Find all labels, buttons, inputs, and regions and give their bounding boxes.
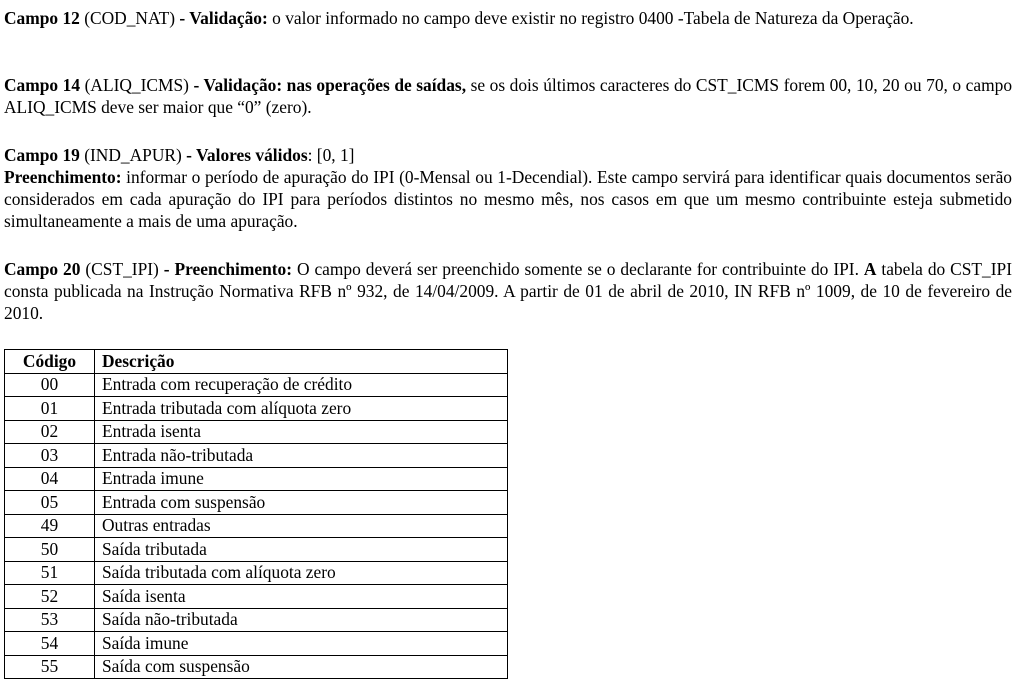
- cell-descricao: Entrada imune: [95, 467, 508, 491]
- table-row: [5, 655, 508, 679]
- campo-20-text: O campo deverá ser preenchido somente se o declarante for contribuinte do IPI.: [292, 259, 864, 279]
- header-codigo: Código: [5, 350, 95, 374]
- cell-codigo: 49: [5, 514, 95, 538]
- table-row: [5, 373, 508, 397]
- campo-14-dash: -: [193, 75, 204, 95]
- cell-descricao: Outras entradas: [95, 514, 508, 538]
- campo-14-text: se os dois últimos caracteres do CST_ICMS forem 00, 10, 20 ou 70, o campo ALIQ_ICMS deve ser maior que “0” (zero).: [4, 75, 1013, 117]
- table-row: [5, 585, 508, 609]
- cell-descricao: Entrada não-tributada: [95, 444, 508, 468]
- campo-14-label: Campo 14: [4, 75, 81, 95]
- cell-codigo: 50: [5, 538, 95, 562]
- campo-12-text: o valor informado no campo deve existir no registro 0400 -Tabela de Natureza da Operação.: [267, 8, 914, 28]
- table-row: [5, 514, 508, 538]
- campo-12-label: Campo 12: [4, 8, 80, 28]
- cell-codigo: 02: [5, 420, 95, 444]
- campo-19-paragraph: [4, 144, 1012, 232]
- cell-codigo: 55: [5, 655, 95, 679]
- cell-descricao: Entrada isenta: [95, 420, 508, 444]
- cell-descricao: Entrada tributada com alíquota zero: [95, 397, 508, 421]
- cell-codigo: 05: [5, 491, 95, 515]
- campo-12-rule-label: Validação:: [189, 8, 268, 28]
- table-row: [5, 420, 508, 444]
- cell-descricao: Saída tributada com alíquota zero: [95, 561, 508, 585]
- table-row: [5, 608, 508, 632]
- cell-descricao: Saída tributada: [95, 538, 508, 562]
- campo-14-field: (ALIQ_ICMS): [80, 75, 194, 95]
- cell-codigo: 54: [5, 632, 95, 656]
- campo-20-label: Campo 20: [4, 259, 81, 279]
- campo-20-text-2: tabela do CST_IPI consta publicada na Instrução Normativa RFB nº 932, de 14/04/2009. A partir de 01 de abril de 2010, IN RFB nº 1009, de 10 de fevereiro de 2010.: [4, 259, 1012, 323]
- cell-codigo: 03: [5, 444, 95, 468]
- campo-14-rule-label: Validação: nas operações de saídas,: [203, 75, 467, 95]
- campo-19-field: (IND_APUR): [79, 145, 187, 165]
- campo-20-dash: -: [163, 259, 175, 279]
- cell-descricao: Saída isenta: [95, 585, 508, 609]
- cell-codigo: 53: [5, 608, 95, 632]
- campo-20-bold-a: A: [863, 259, 877, 279]
- cell-codigo: 51: [5, 561, 95, 585]
- cell-codigo: 00: [5, 373, 95, 397]
- table-row: [5, 444, 508, 468]
- campo-19-text: informar o período de apuração do IPI (0-Mensal ou 1-Decendial). Este campo servirá para identificar quais documentos serão considerados em cada apuração do IPI para períodos distintos no mesmo mês, nos casos em que um mesmo contribuinte esteja submetido simultaneamente a mais de uma apuração.: [4, 167, 1012, 231]
- cell-descricao: Saída imune: [95, 632, 508, 656]
- cell-descricao: Saída não-tributada: [95, 608, 508, 632]
- cell-codigo: 01: [5, 397, 95, 421]
- campo-19-rule-label: Valores válidos: [195, 145, 308, 165]
- campo-19-fill-label: Preenchimento:: [4, 167, 122, 187]
- campo-20-field: (CST_IPI): [80, 259, 164, 279]
- campo-12-paragraph: [4, 7, 1012, 29]
- header-descricao: Descrição: [95, 350, 508, 374]
- table-row: [5, 538, 508, 562]
- campo-14-paragraph: [4, 74, 1012, 118]
- cst-ipi-table: [4, 349, 508, 679]
- table-row: [5, 397, 508, 421]
- campo-20-rule-label: Preenchimento:: [174, 259, 293, 279]
- campo-19-dash: -: [186, 145, 196, 165]
- table-row: [5, 491, 508, 515]
- campo-19-values: : [0, 1]: [307, 145, 355, 165]
- cell-descricao: Saída com suspensão: [95, 655, 508, 679]
- campo-19-label: Campo 19: [4, 145, 80, 165]
- table-body: [5, 373, 508, 679]
- cell-codigo: 04: [5, 467, 95, 491]
- campo-20-paragraph: [4, 258, 1012, 324]
- cell-descricao: Entrada com recuperação de crédito: [95, 373, 508, 397]
- cell-descricao: Entrada com suspensão: [95, 491, 508, 515]
- cell-codigo: 52: [5, 585, 95, 609]
- table-row: [5, 561, 508, 585]
- table-header-row: [5, 350, 508, 374]
- table-row: [5, 632, 508, 656]
- table-row: [5, 467, 508, 491]
- campo-12-dash: -: [179, 8, 190, 28]
- campo-12-field: (COD_NAT): [79, 8, 180, 28]
